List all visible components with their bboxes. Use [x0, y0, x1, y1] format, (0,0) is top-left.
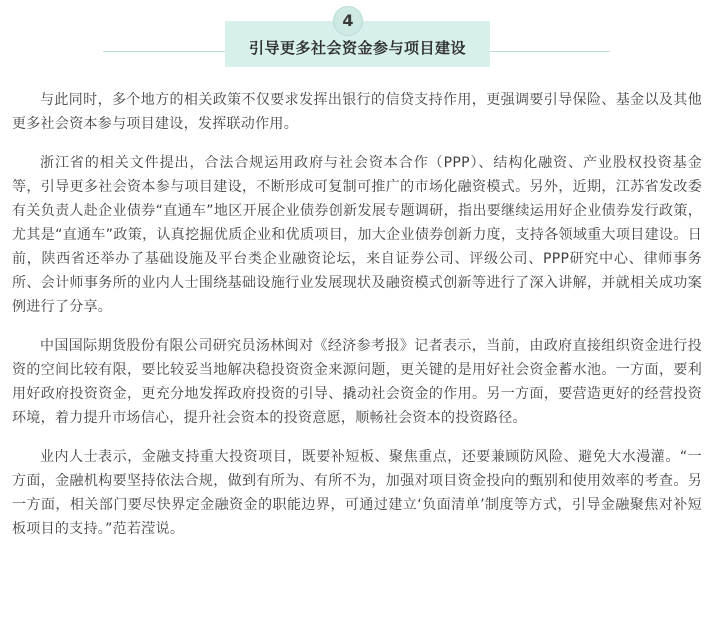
- paragraph-4: 业内人士表示，金融支持重大投资项目，既要补短板、聚焦重点，还要兼顾防风险、避免大水漫灌。“一方面，金融机构要坚持依法合规，做到有所为、有所不为，加强对项目资金投向的甄别和使用效率的考查。另一方面，相关部门要尽快界定金融资金的职能边界，可通过建立‘负面清单’制度等方式，引导金融聚焦对补短板项目的支持。”范若滢说。: [12, 449, 702, 537]
- paragraph-1: 与此同时，多个地方的相关政策不仅要求发挥出银行的信贷支持作用，更强调要引导保险、基金以及其他更多社会资本参与项目建设，发挥联动作用。: [12, 92, 702, 132]
- header-divider-right: [490, 51, 610, 52]
- header-divider-left: [103, 51, 225, 52]
- section-title: 引导更多社会资金参与项目建设: [248, 39, 466, 57]
- section-number-badge: 4: [333, 6, 363, 36]
- article-body: [12, 88, 702, 556]
- paragraph-3: 中国国际期货股份有限公司研究员汤林闽对《经济参考报》记者表示，当前，由政府直接组织资金进行投资的空间比较有限，要比较妥当地解决稳投资资金来源问题，更关键的是用好社会资金蓄水池。一方面，要利用好政府投资资金，更充分地发挥政府投资的引导、撬动社会资金的作用。另一方面，要营造更好的经营投资环境，着力提升市场信心，提升社会资本的投资意愿，顺畅社会资本的投资路径。: [12, 338, 702, 426]
- paragraph-2: 浙江省的相关文件提出，合法合规运用政府与社会资本合作（PPP）、结构化融资、产业股权投资基金等，引导更多社会资本参与项目建设，不断形成可复制可推广的市场化融资模式。另外，近期，江苏省发改委有关负责人赴企业债券“直通车”地区开展企业债券创新发展专题调研，指出要继续运用好企业债券发行政策，尤其是“直通车”政策，认真挖掘优质企业和优质项目，加大企业债券创新力度，支持各领域重大项目建设。日前，陕西省还举办了基础设施及平台类企业融资论坛，来自证券公司、评级公司、PPP研究中心、律师事务所、会计师事务所的业内人士围绕基础设施行业发展现状及融资模式创新等进行了深入讲解，并就相关成功案例进行了分享。: [12, 155, 702, 315]
- section-header: [0, 0, 712, 70]
